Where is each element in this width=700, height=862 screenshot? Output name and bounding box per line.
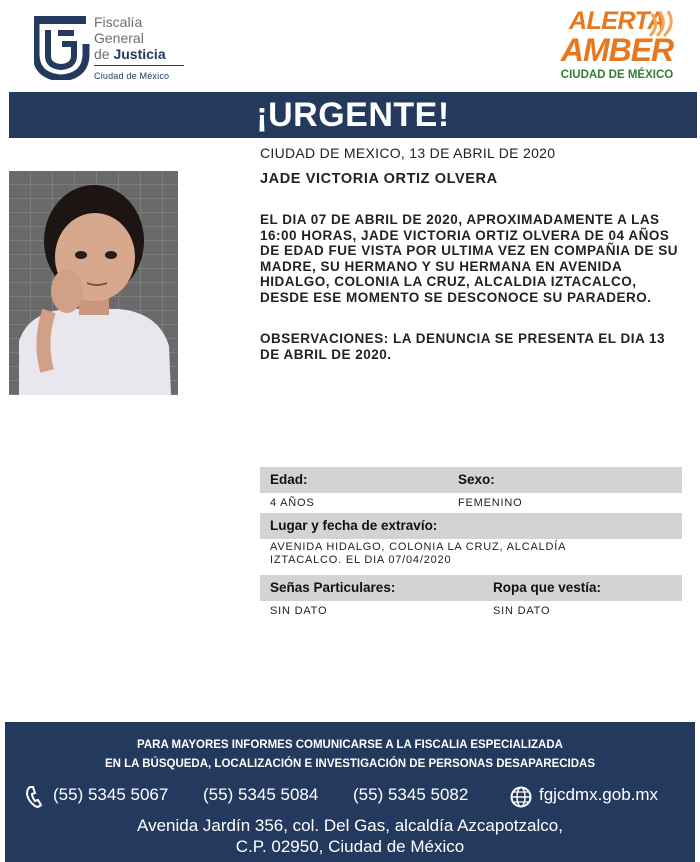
marks-clothes-values: [260, 601, 682, 621]
clothes-value: SIN DATO: [493, 605, 551, 617]
age-sex-header: [260, 467, 682, 493]
age-label: Edad:: [270, 472, 308, 487]
person-name: JADE VICTORIA ORTIZ OLVERA: [260, 171, 498, 187]
amber-line1: ALERTA: [568, 7, 666, 35]
phone-number-1[interactable]: (55) 5345 5067: [53, 785, 169, 804]
place-values: [260, 539, 682, 575]
clothes-label: Ropa que vestía:: [493, 580, 602, 595]
phone-row: [23, 785, 683, 809]
place-value-2: IZTACALCO. EL DIA 07/04/2020: [270, 554, 452, 566]
urgent-banner: ¡URGENTE!: [9, 92, 697, 138]
phone-number-2[interactable]: (55) 5345 5084: [203, 785, 319, 804]
footer-line-1: PARA MAYORES INFORMES COMUNICARSE A LA FISCALIA ESPECIALIZADA: [137, 739, 563, 751]
marks-clothes-header: [260, 575, 682, 601]
age-value: 4 AÑOS: [270, 497, 315, 509]
sex-value: FEMENINO: [458, 497, 523, 509]
dateline: CIUDAD DE MEXICO, 13 DE ABRIL DE 2020: [260, 145, 556, 161]
phone-icon: [26, 786, 44, 808]
fgj-wordmark: [94, 14, 184, 84]
address-line-1: Avenida Jardín 356, col. Del Gas, alcaldía Azcapotzalco,: [137, 816, 563, 835]
contact-footer: [5, 722, 695, 862]
fgj-word-4: Justicia: [113, 46, 166, 62]
place-label: Lugar y fecha de extravío:: [270, 518, 438, 533]
marks-value: SIN DATO: [270, 605, 328, 617]
amber-line3: CIUDAD DE MÉXICO: [560, 69, 674, 81]
sex-label: Sexo:: [458, 472, 495, 487]
age-sex-values: [260, 493, 682, 513]
marks-label: Señas Particulares:: [270, 580, 396, 595]
missing-person-photo: [9, 171, 178, 395]
place-header: [260, 513, 682, 539]
amber-sound-icon: [646, 10, 678, 38]
globe-icon: [510, 786, 532, 808]
fgj-word-3: de: [94, 46, 110, 62]
address-line-2: C.P. 02950, Ciudad de México: [235, 837, 465, 856]
fgj-logo-icon: [34, 14, 92, 80]
observations: OBSERVACIONES: LA DENUNCIA SE PRESENTA EL DIA 13 DE ABRIL DE 2020.: [260, 331, 666, 362]
website-link[interactable]: fgjcdmx.gob.mx: [539, 785, 659, 804]
footer-line-2: EN LA BÚSQUEDA, LOCALIZACIÓN E INVESTIGACIÓN DE PERSONAS DESAPARECIDAS: [104, 758, 596, 770]
info-table: [260, 467, 682, 621]
case-description: EL DIA 07 DE ABRIL DE 2020, APROXIMADAMENTE A LAS 16:00 HORAS, JADE VICTORIA ORTIZ OLVERA DE 04 AÑOS DE EDAD FUE VISTA POR ULTIMA VEZ EN COMPAÑIA DE SU MADRE, SU HERMANO Y SU HERMANA EN AVENIDA HIDALGO, COLONIA LA CRUZ, ALCALDIA IZTACALCO, DESDE ESE MOMENTO SE DESCONOCE SU PARADERO.: [260, 212, 679, 305]
amber-line2: AMBER: [560, 32, 674, 68]
fgj-word-2: General: [94, 30, 144, 46]
fgj-city: Ciudad de México: [94, 65, 184, 84]
place-value-1: AVENIDA HIDALGO, COLONIA LA CRUZ, ALCALDÍA: [270, 541, 567, 553]
phone-number-3[interactable]: (55) 5345 5082: [353, 785, 469, 804]
fgj-word-1: Fiscalía: [94, 14, 143, 30]
